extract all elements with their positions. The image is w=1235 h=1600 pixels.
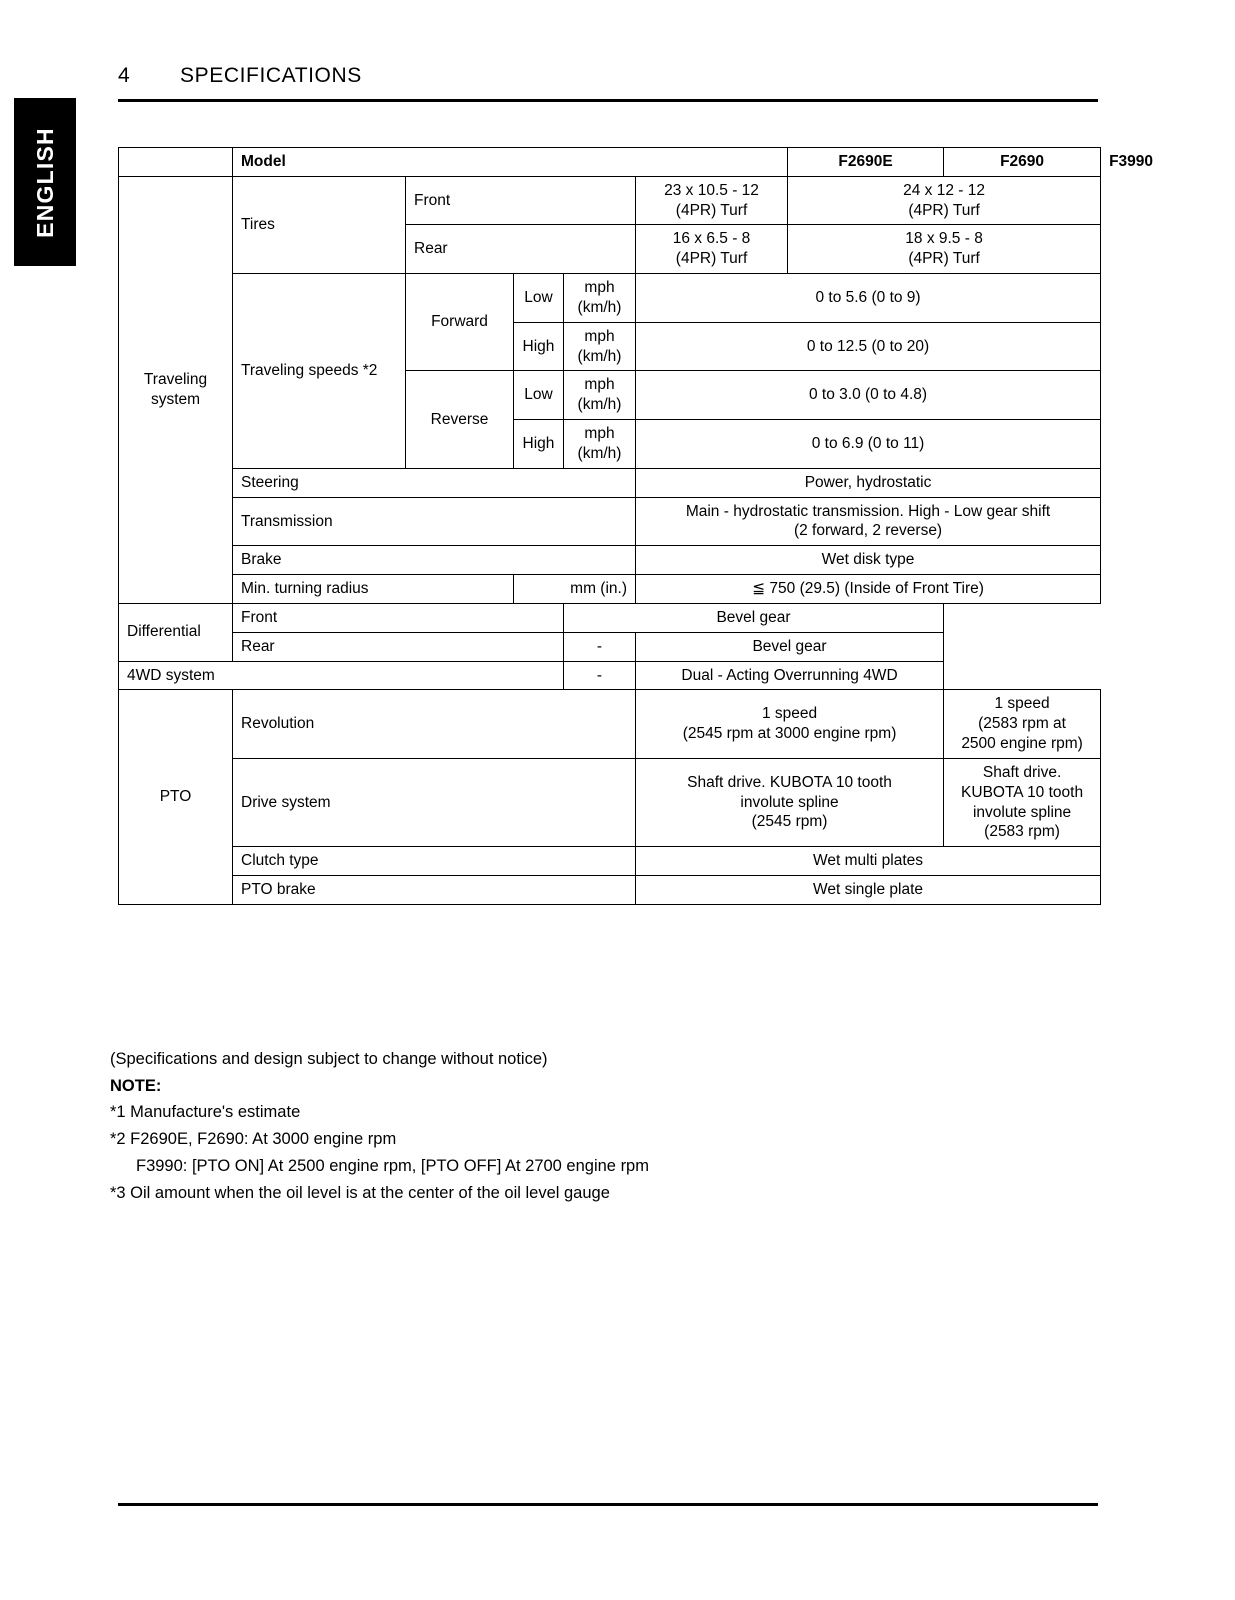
row-label-traveling-speeds: Traveling speeds *2 (233, 274, 406, 469)
row-label-tires: Tires (233, 176, 406, 273)
unit-kmh-rh: (km/h) (577, 444, 622, 462)
drive-system-shared-line3: (2545 rpm) (751, 813, 828, 831)
differential-front-value: Bevel gear (564, 603, 944, 632)
table-row-tires-front (119, 176, 1101, 225)
unit-kmh-rl: (km/h) (577, 396, 622, 414)
footnote-1: *1 Manufacture's estimate (110, 1103, 301, 1122)
sub-label-differential-front: Front (233, 603, 564, 632)
unit-turning-radius: mm (in.) (514, 575, 636, 604)
page-header (118, 64, 1098, 88)
footnotes (110, 1046, 1010, 1206)
row-label-revolution: Revolution (233, 690, 636, 758)
unit-kmh-fh: (km/h) (577, 347, 622, 365)
tires-rear-shared-line2: (4PR) Turf (908, 250, 980, 268)
unit-kmh-fl: (km/h) (577, 298, 622, 316)
speed-reverse-high-value: 0 to 6.9 (0 to 11) (636, 420, 1101, 469)
group-label-pto: PTO (119, 690, 233, 904)
row-label-differential: Differential (119, 603, 233, 661)
footnote-disclaimer: (Specifications and design subject to change without notice) (110, 1050, 548, 1068)
revolution-shared-line1: 1 speed (761, 705, 818, 723)
table-row-transmission (119, 497, 1101, 546)
sub-label-forward-high: High (514, 322, 564, 371)
footnote-2: *2 F2690E, F2690: At 3000 engine rpm (110, 1130, 397, 1149)
table-row-brake (119, 546, 1101, 575)
drive-system-f3990-line1: Shaft drive. (982, 763, 1062, 781)
corner-cell (119, 148, 233, 177)
transmission-value-line1: Main - hydrostatic transmission. High - Low gear shift (685, 502, 1051, 520)
footer-rule (118, 1503, 1098, 1506)
drive-system-shared (636, 758, 944, 846)
drive-system-f3990-line3: involute spline (972, 803, 1072, 821)
sub-label-tires-rear: Rear (406, 225, 636, 274)
row-label-drive-system: Drive system (233, 758, 636, 846)
unit-mph-fh: mph (584, 327, 615, 345)
sub-label-reverse-high: High (514, 420, 564, 469)
table-row-4wd-system (119, 661, 1101, 690)
revolution-f3990-line2: (2583 rpm at (978, 715, 1066, 733)
footnote-3: *3 Oil amount when the oil level is at the center of the oil level gauge (110, 1183, 610, 1202)
group-traveling-line2: system (150, 390, 201, 408)
tires-rear-f2690e-line1: 16 x 6.5 - 8 (672, 230, 751, 248)
revolution-f3990-line1: 1 speed (994, 695, 1050, 713)
differential-rear-f2690e: - (564, 632, 636, 661)
unit-mph-rl: mph (584, 376, 615, 394)
table-row-revolution (119, 690, 1101, 758)
row-label-clutch-type: Clutch type (233, 847, 636, 876)
page-number: 4 (118, 64, 130, 87)
language-tab-english (14, 98, 76, 266)
unit-reverse-low (564, 371, 636, 420)
row-label-steering: Steering (233, 468, 636, 497)
tires-front-shared-line2: (4PR) Turf (908, 201, 980, 219)
steering-value: Power, hydrostatic (636, 468, 1101, 497)
tires-rear-f2690e-line2: (4PR) Turf (675, 250, 748, 268)
revolution-f3990-line3: 2500 engine rpm) (961, 735, 1083, 753)
row-label-turning-radius: Min. turning radius (233, 575, 514, 604)
specifications-table (118, 147, 1154, 905)
tires-front-f2690e-line2: (4PR) Turf (675, 201, 748, 219)
table-row-differential-rear (119, 632, 1101, 661)
transmission-value (636, 497, 1101, 546)
sub-label-reverse-low: Low (514, 371, 564, 420)
pto-brake-value: Wet single plate (636, 876, 1101, 905)
speed-forward-low-value: 0 to 5.6 (0 to 9) (636, 274, 1101, 323)
transmission-value-line2: (2 forward, 2 reverse) (793, 522, 943, 540)
unit-forward-low (564, 274, 636, 323)
footnote-heading: NOTE: (110, 1076, 162, 1095)
table-row-differential-front (119, 603, 1101, 632)
unit-mph-rh: mph (584, 425, 615, 443)
tires-rear-shared (788, 225, 1101, 274)
speed-forward-high-value: 0 to 12.5 (0 to 20) (636, 322, 1101, 371)
sub-label-reverse: Reverse (406, 371, 514, 468)
page-title: SPECIFICATIONS (180, 64, 362, 87)
tires-rear-f2690e (636, 225, 788, 274)
language-tab-label: ENGLISH (31, 126, 58, 238)
sub-label-forward-low: Low (514, 274, 564, 323)
header-rule (118, 99, 1098, 102)
drive-system-f3990 (944, 758, 1101, 846)
turning-radius-value: ≦ 750 (29.5) (Inside of Front Tire) (636, 575, 1101, 604)
tires-front-f2690e (636, 176, 788, 225)
drive-system-f3990-line2: KUBOTA 10 tooth (961, 783, 1084, 801)
drive-system-f3990-line4: (2583 rpm) (984, 823, 1060, 841)
brake-value: Wet disk type (636, 546, 1101, 575)
revolution-f3990 (944, 690, 1101, 758)
4wd-shared: Dual - Acting Overrunning 4WD (636, 661, 944, 690)
differential-rear-shared: Bevel gear (636, 632, 944, 661)
unit-mph-fl: mph (584, 279, 615, 297)
table-row-drive-system (119, 758, 1101, 846)
row-label-pto-brake: PTO brake (233, 876, 636, 905)
row-label-brake: Brake (233, 546, 636, 575)
table-row-clutch-type (119, 847, 1101, 876)
tires-front-shared-line1: 24 x 12 - 12 (903, 181, 985, 199)
revolution-shared-line2: (2545 rpm at 3000 engine rpm) (682, 725, 897, 743)
model-f2690e: F2690E (788, 148, 944, 177)
sub-label-tires-front: Front (406, 176, 636, 225)
tires-rear-shared-line1: 18 x 9.5 - 8 (905, 230, 983, 248)
row-label-transmission: Transmission (233, 497, 636, 546)
unit-reverse-high (564, 420, 636, 469)
group-label-traveling-system (119, 176, 233, 603)
speed-reverse-low-value: 0 to 3.0 (0 to 4.8) (636, 371, 1101, 420)
sub-label-forward: Forward (406, 274, 514, 371)
row-label-4wd-system: 4WD system (119, 661, 564, 690)
table-row-turning-radius (119, 575, 1101, 604)
table-row-speed-forward-low (119, 274, 1101, 323)
table-row-pto-brake (119, 876, 1101, 905)
sub-label-differential-rear: Rear (233, 632, 564, 661)
model-f2690: F2690 (944, 148, 1101, 177)
clutch-type-value: Wet multi plates (636, 847, 1101, 876)
table-row-steering (119, 468, 1101, 497)
4wd-f2690e: - (564, 661, 636, 690)
drive-system-shared-line1: Shaft drive. KUBOTA 10 tooth (687, 773, 892, 791)
model-label: Model (233, 148, 788, 177)
tires-front-shared (788, 176, 1101, 225)
tires-front-f2690e-line1: 23 x 10.5 - 12 (664, 181, 759, 199)
revolution-shared (636, 690, 944, 758)
footnote-2-continued: F3990: [PTO ON] At 2500 engine rpm, [PTO OFF] At 2700 engine rpm (136, 1156, 649, 1175)
drive-system-shared-line2: involute spline (740, 793, 839, 811)
table-row-model-header: Model F2690E F2690 F3990 (119, 148, 1101, 177)
group-traveling-line1: Traveling (143, 371, 208, 389)
unit-forward-high (564, 322, 636, 371)
